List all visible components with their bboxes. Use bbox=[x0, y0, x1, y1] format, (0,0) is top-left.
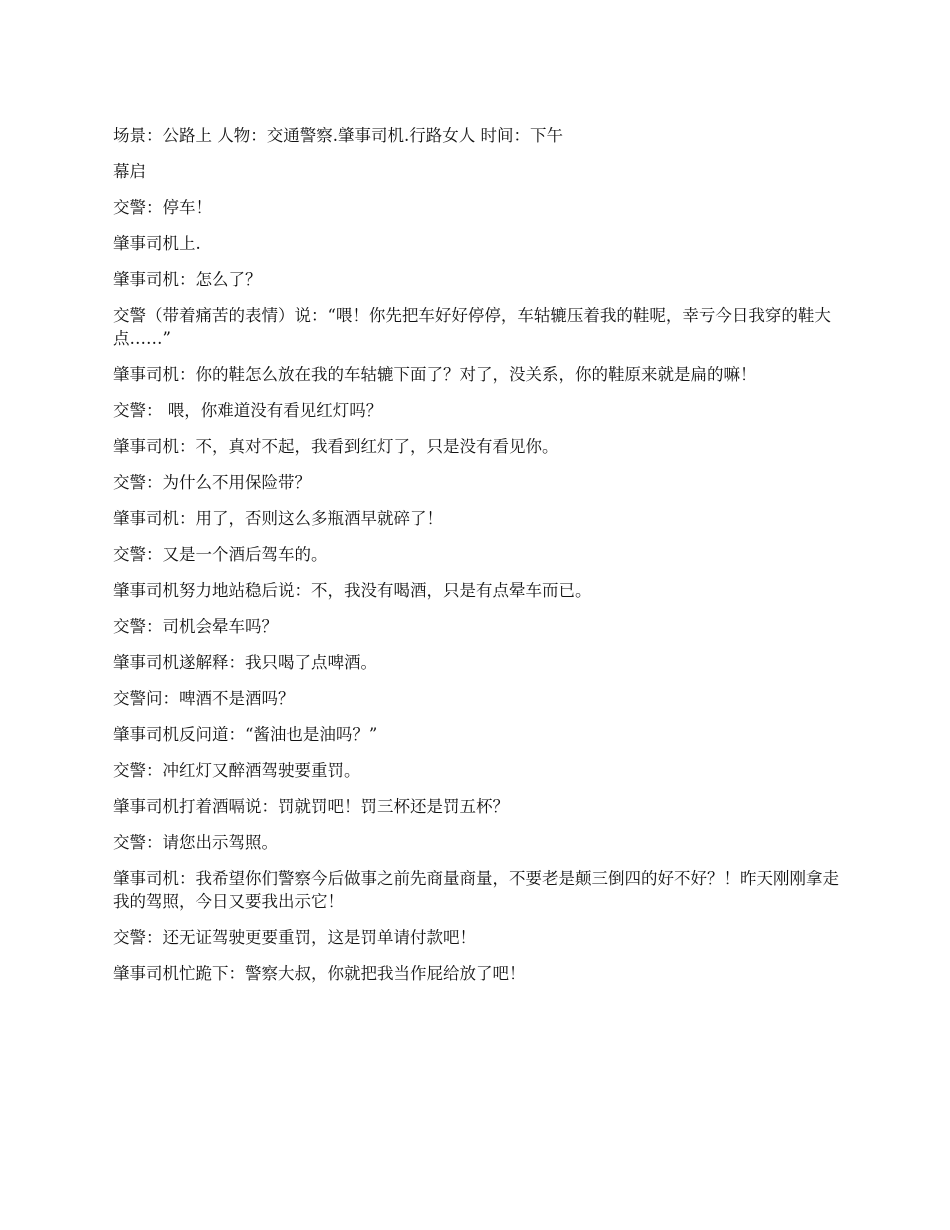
scene-heading: 场景：公路上 人物：交通警察.肇事司机.行路女人 时间：下午 bbox=[113, 126, 563, 145]
dialogue-line: 肇事司机：用了，否则这么多瓶酒早就碎了！ bbox=[113, 509, 443, 528]
dialogue-line: 交警：司机会晕车吗？ bbox=[113, 617, 278, 636]
stage-direction: 肇事司机上. bbox=[113, 234, 201, 253]
dialogue-line: 肇事司机：不，真对不起，我看到红灯了，只是没有看见你。 bbox=[113, 437, 559, 456]
dialogue-line: 肇事司机遂解释：我只喝了点啤酒。 bbox=[113, 653, 377, 672]
dialogue-line: 交警问：啤酒不是酒吗？ bbox=[113, 689, 295, 708]
dialogue-line: 交警：冲红灯又醉酒驾驶要重罚。 bbox=[113, 761, 361, 780]
dialogue-line: 交警：请您出示驾照。 bbox=[113, 833, 278, 852]
dialogue-line: 交警（带着痛苦的表情）说：“喂！你先把车好好停停，车轱辘压着我的鞋呢，幸亏今日我穿的鞋大点……” bbox=[113, 306, 831, 348]
dialogue-line: 肇事司机反问道：“酱油也是油吗？” bbox=[113, 725, 378, 744]
dialogue-line: 交警：停车！ bbox=[113, 198, 212, 217]
dialogue-line: 肇事司机打着酒嗝说：罚就罚吧！罚三杯还是罚五杯？ bbox=[113, 797, 509, 816]
dialogue-line: 交警：为什么不用保险带？ bbox=[113, 473, 311, 492]
dialogue-line: 肇事司机努力地站稳后说：不，我没有喝酒，只是有点晕车而已。 bbox=[113, 581, 592, 600]
dialogue-line: 交警：还无证驾驶更要重罚，这是罚单请付款吧！ bbox=[113, 928, 476, 947]
dialogue-line: 肇事司机：你的鞋怎么放在我的车轱辘下面了？对了，没关系，你的鞋原来就是扁的嘛！ bbox=[113, 365, 757, 384]
curtain-rise: 幕启 bbox=[113, 162, 146, 181]
dialogue-line: 肇事司机：我希望你们警察今后做事之前先商量商量，不要老是颠三倒四的好不好？！昨天刚刚拿走我的驾照，今日又要我出示它！ bbox=[113, 869, 839, 911]
dialogue-line: 交警：又是一个酒后驾车的。 bbox=[113, 545, 328, 564]
dialogue-line: 交警： 喂，你难道没有看见红灯吗？ bbox=[113, 401, 383, 420]
dialogue-line: 肇事司机：怎么了？ bbox=[113, 270, 262, 289]
dialogue-line: 肇事司机忙跪下：警察大叔，你就把我当作屁给放了吧！ bbox=[113, 964, 526, 983]
document-body bbox=[113, 124, 843, 998]
